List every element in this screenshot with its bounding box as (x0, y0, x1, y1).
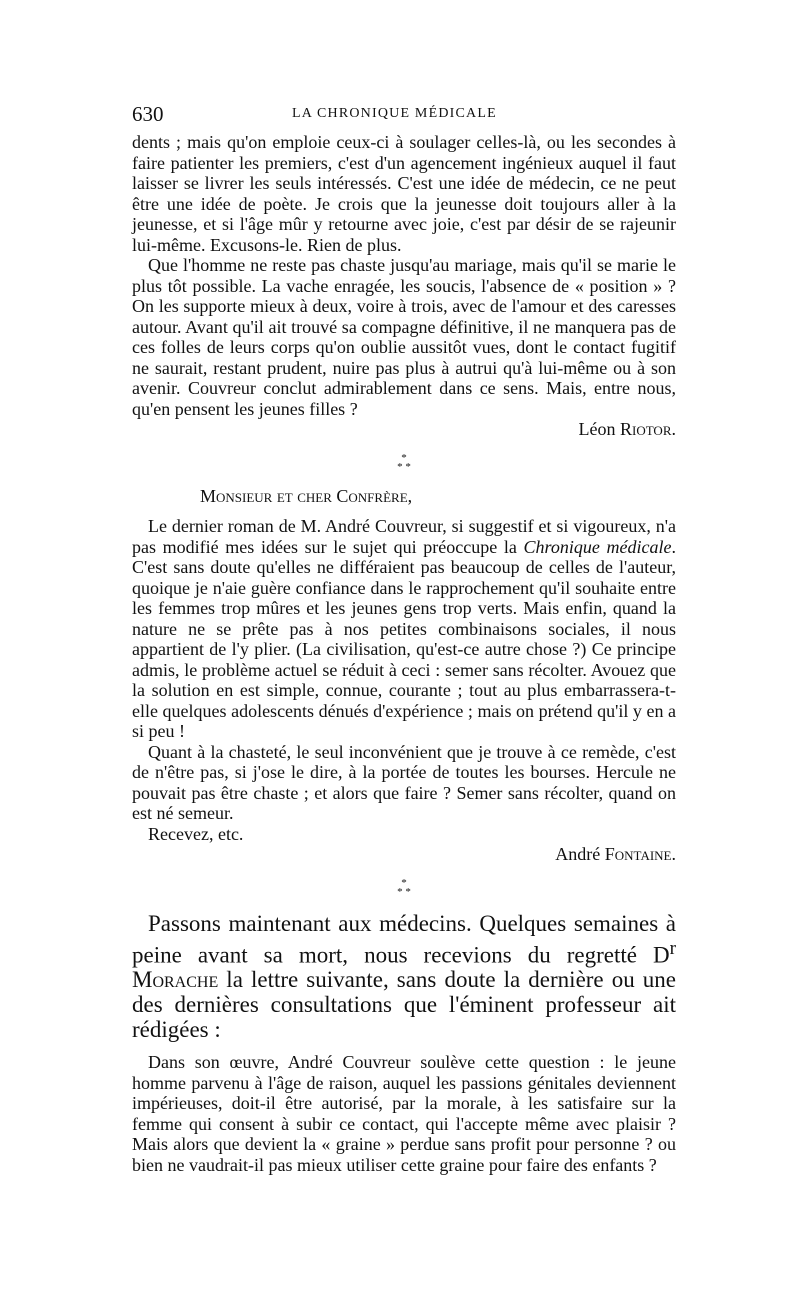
morache-quote: Dans son œuvre, André Couvreur soulève cette question : le jeune homme parvenu à l'âge de raison, auquel les passions génitales deviennent impérieuses, doit-il être autorisé, par la morale, à les satisfaire sur la femme qui consent à subir ce contact, qui l'accepte même avec plaisir ? Mais alors que devient la « graine » perdue sans profit pour personne ? ou bien ne vaudrait-il pas mieux utiliser cette graine pour faire des enfants ? (132, 1052, 676, 1175)
riotor-signature (132, 419, 676, 440)
fontaine-paragraph-2: Quant à la chasteté, le seul inconvénient que je trouve à ce remède, c'est de n'être pas, si j'ose le dire, à la portée de toutes les bourses. Hercule ne pouvait pas être chaste ; et alors que faire ? Semer sans récolter, quand on est né semeur. (132, 741, 676, 823)
riotor-first-name: Léon (578, 419, 616, 439)
intro-superscript: r (669, 937, 676, 959)
morache-name: Morache (132, 967, 219, 993)
section-divider-1 (132, 451, 676, 473)
fontaine-para1-rest: . C'est sans doute qu'elles ne différaient pas beaucoup de celles de l'auteur, quoique je n'aie guère confiance dans le rapprochement qu'il souhaite entre les femmes trop mûres et les jeunes gens trop verts. Mais enfin, quand la nature ne se prête pas à nos petites combinaisons sociales, il nous appartient de l'y plier. (La civilisation, qu'est-ce autre chose ?) Ce principe admis, le problème actuel se réduit à ceci : semer sans récolter. Avouez que la solution en est simple, connue, courante ; tout au plus embarrassera-t-elle quelques adolescents dénués d'expérience ; mais on prétend qu'il y en a si peu ! (132, 536, 676, 741)
morache-introduction (132, 911, 676, 1043)
article-body (132, 132, 676, 1175)
intro-end: la lettre suivante, sans doute la dernière ou une des dernières consultations que l'éminent professeur ait rédigées : (132, 967, 676, 1043)
fontaine-para1-start: Le dernier roman de M. André Couvreur, si suggestif et si vigoureux, n'a pas modifié mes idées sur le sujet qui préoccupe la (132, 516, 676, 557)
riotor-paragraph-1: dents ; mais qu'on emploie ceux-ci à soulager celles-là, ou les secondes à faire patienter les premiers, c'est d'un agencement ingénieux auquel il faut laisser se livrer les seuls intéressés. C'est une idée de médecin, ce ne peut être une idée de poète. Je crois que la jeunesse doit toujours aller à la jeunesse, et si l'âge mûr y retourne avec joie, c'est par désir de se rajeunir lui-même. Excusons-le. Rien de plus. (132, 132, 676, 255)
asterism-top-star: * (401, 451, 407, 464)
asterism-bottom-stars-2: * * (397, 885, 411, 898)
fontaine-last-name: Fontaine. (604, 844, 676, 864)
asterism-top-star-2: * (401, 876, 407, 889)
fontaine-salutation: Monsieur et cher Confrère, (200, 485, 413, 506)
fontaine-first-name: André (555, 844, 601, 864)
asterism-bottom-stars: * * (397, 460, 411, 473)
fontaine-paragraph-1 (132, 516, 676, 742)
riotor-paragraph-2: Que l'homme ne reste pas chaste jusqu'au mariage, mais qu'il se marie le plus tôt possible. La vache enragée, les soucis, l'absence de « position » ? On les supporte mieux à deux, voire à trois, avec de l'amour et des caresses autour. Avant qu'il ait trouvé sa compagne définitive, il ne manquera pas de ces folles de leurs corps qu'on oublie aussitôt vues, dont le contact fugitif ne saurait, restant prudent, nuire pas plus à autrui qu'à lui-même ou à son avenir. Couvreur conclut admirablement dans ce sens. Mais, entre nous, qu'en pensent les jeunes filles ? (132, 255, 676, 419)
fontaine-signature (132, 844, 676, 865)
page-number: 630 (132, 102, 164, 126)
section-divider-2 (132, 876, 676, 898)
intro-start: Passons maintenant aux médecins. Quelques semaines à peine avant sa mort, nous recevions du regretté D (132, 910, 676, 968)
fontaine-closing: Recevez, etc. (148, 823, 244, 844)
journal-title: LA CHRONIQUE MÉDICALE (292, 106, 497, 121)
journal-name-italic: Chronique médicale (523, 536, 672, 557)
running-head (132, 102, 676, 128)
riotor-last-name: Riotor. (620, 419, 676, 439)
